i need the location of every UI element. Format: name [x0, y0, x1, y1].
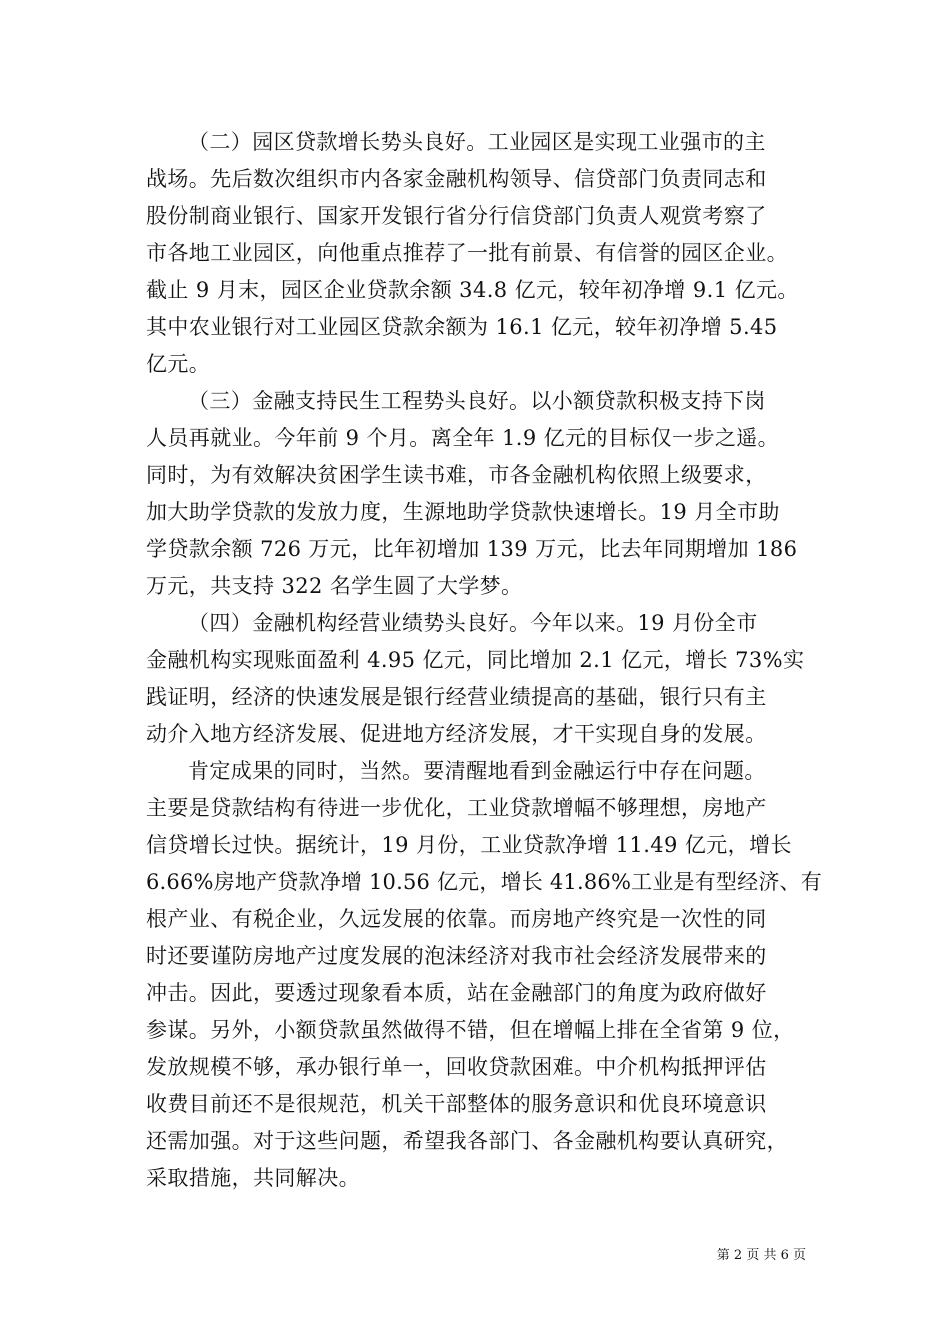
paragraph-existing-problems: [146, 753, 822, 1197]
paragraph-line: 还需加强。对于这些问题，希望我各部门、各金融机构要认真研究，: [146, 1129, 788, 1153]
paragraph-line: 参谋。另外，小额贷款虽然做得不错，但在增幅上排在全省第 9 位，: [146, 1018, 795, 1042]
paragraph-line: （二）园区贷款增长势头良好。工业园区是实现工业强市的主: [188, 130, 766, 154]
paragraph-line: 股份制商业银行、国家开发银行省分行信贷部门负责人观赏考察了: [146, 204, 767, 228]
paragraph-line: 学贷款余额 726 万元，比年初增加 139 万元，比去年同期增加 186: [146, 537, 798, 561]
paragraph-livelihood-projects: [146, 383, 822, 605]
paragraph-line: 亿元。: [146, 352, 211, 376]
paragraph-line: 战场。先后数次组织市内各家金融机构领导、信贷部门负责同志和: [146, 167, 767, 191]
paragraph-line: 收费目前还不是很规范，机关干部整体的服务意识和优良环境意识: [146, 1092, 767, 1116]
paragraph-line: 6.66%房地产贷款净增 10.56 亿元，增长 41.86%工业是有型经济、有: [146, 870, 822, 894]
paragraph-line: 信贷增长过快。据统计，19 月份，工业贷款净增 11.49 亿元，增长: [146, 833, 792, 857]
paragraph-line: 时还要谨防房地产过度发展的泡沫经济对我市社会经济发展带来的: [146, 944, 767, 968]
paragraph-line: （三）金融支持民生工程势头良好。以小额贷款积极支持下岗: [188, 389, 766, 413]
paragraph-line: 动介入地方经济发展、促进地方经济发展，才干实现自身的发展。: [146, 722, 767, 746]
paragraph-line: 人员再就业。今年前 9 个月。离全年 1.9 亿元的目标仅一步之遥。: [146, 426, 780, 450]
paragraph-business-performance: [146, 605, 822, 753]
paragraph-park-loans: [146, 124, 822, 383]
paragraph-line: 主要是贷款结构有待进一步优化，工业贷款增幅不够理想，房地产: [146, 796, 767, 820]
paragraph-line: 采取措施，共同解决。: [146, 1166, 360, 1190]
paragraph-line: 加大助学贷款的发放力度，生源地助学贷款快速增长。19 月全市助: [146, 500, 780, 524]
document-body: [146, 124, 822, 1197]
paragraph-line: 践证明，经济的快速发展是银行经营业绩提高的基础，银行只有主: [146, 685, 767, 709]
paragraph-line: 冲击。因此，要透过现象看本质，站在金融部门的角度为政府做好: [146, 981, 767, 1005]
paragraph-line: 根产业、有税企业，久远发展的依靠。而房地产终究是一次性的同: [146, 907, 767, 931]
paragraph-line: 肯定成果的同时，当然。要清醒地看到金融运行中存在问题。: [188, 759, 766, 783]
paragraph-line: 截止 9 月末，园区企业贷款余额 34.8 亿元，较年初净增 9.1 亿元。: [146, 278, 799, 302]
paragraph-line: 市各地工业园区，向他重点推荐了一批有前景、有信誉的园区企业。: [146, 241, 788, 265]
paragraph-line: 同时，为有效解决贫困学生读书难，市各金融机构依照上级要求，: [146, 463, 767, 487]
paragraph-line: 其中农业银行对工业园区贷款余额为 16.1 亿元，较年初净增 5.45: [146, 315, 778, 339]
page-number-footer: 第 2 页 共 6 页: [716, 1248, 806, 1263]
paragraph-line: 金融机构实现账面盈利 4.95 亿元，同比增加 2.1 亿元，增长 73%实: [146, 648, 805, 672]
paragraph-line: 万元，共支持 322 名学生圆了大学梦。: [146, 574, 523, 598]
paragraph-line: （四）金融机构经营业绩势头良好。今年以来。19 月份全市: [188, 611, 758, 635]
paragraph-line: 发放规模不够，承办银行单一，回收贷款困难。中介机构抵押评估: [146, 1055, 767, 1079]
